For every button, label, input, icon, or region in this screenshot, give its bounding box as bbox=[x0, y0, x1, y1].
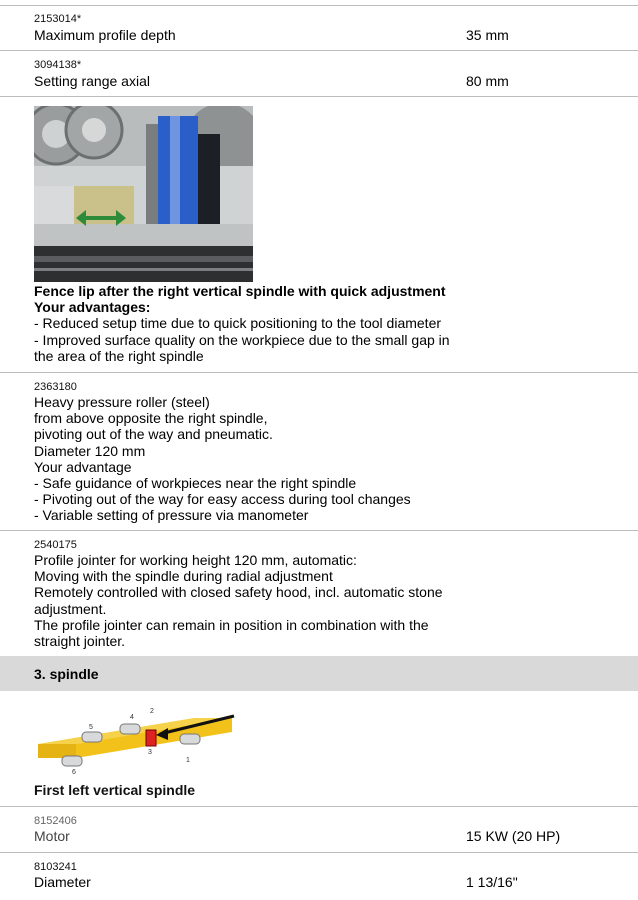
article-code: 2153014* bbox=[34, 13, 82, 25]
section-title: 3. spindle bbox=[34, 666, 99, 682]
description-line: Heavy pressure roller (steel) bbox=[34, 394, 210, 410]
fence-lip-description bbox=[34, 283, 474, 364]
divider bbox=[0, 530, 638, 531]
divider bbox=[0, 806, 638, 807]
description-line: Moving with the spindle during radial adjustment bbox=[34, 568, 333, 585]
divider bbox=[0, 50, 638, 51]
diagram-label: 1 bbox=[186, 757, 190, 764]
spindle-caption: First left vertical spindle bbox=[34, 782, 196, 798]
divider bbox=[0, 96, 638, 97]
spec-value: 80 mm bbox=[466, 73, 509, 89]
description-line: Remotely controlled with closed safety hood, incl. automatic stone bbox=[34, 584, 443, 601]
description-line: straight jointer. bbox=[34, 633, 126, 650]
description-line: The profile jointer can remain in position in combination with the bbox=[34, 616, 429, 633]
spec-name: Diameter bbox=[34, 874, 91, 890]
diagram-label: 3 bbox=[148, 749, 152, 756]
spec-value: 35 mm bbox=[466, 27, 509, 43]
article-code: 2363180 bbox=[34, 381, 77, 393]
divider bbox=[0, 372, 638, 373]
advantage-line: the area of the right spindle bbox=[34, 347, 204, 364]
fence-lip-title: Fence lip after the right vertical spindle with quick adjustment bbox=[34, 283, 446, 299]
pressure-roller-description bbox=[34, 394, 474, 524]
spindle-position-diagram bbox=[34, 704, 334, 782]
diagram-label: 2 bbox=[150, 708, 154, 715]
spindle-roller bbox=[62, 756, 82, 766]
divider bbox=[0, 852, 638, 853]
article-code: 2540175 bbox=[34, 539, 77, 551]
advantage-line: - Reduced setup time due to quick positioning to the tool diameter bbox=[34, 315, 442, 332]
spec-value: 1 13/16" bbox=[466, 874, 518, 890]
description-line: pivoting out of the way and pneumatic. bbox=[34, 426, 273, 443]
spindle-roller bbox=[180, 734, 200, 744]
article-code: 3094138* bbox=[34, 59, 82, 71]
description-line: - Pivoting out of the way for easy access during tool changes bbox=[34, 491, 411, 508]
advantage-line: - Improved surface quality on the workpiece due to the small gap in bbox=[34, 331, 450, 348]
divider bbox=[0, 5, 638, 6]
description-line: from above opposite the right spindle, bbox=[34, 410, 268, 427]
description-line: - Safe guidance of workpieces near the right spindle bbox=[34, 475, 357, 492]
diagram-label: 5 bbox=[89, 724, 93, 731]
spec-value: 15 KW (20 HP) bbox=[466, 828, 561, 844]
spindle-roller bbox=[82, 732, 102, 742]
spec-name: Motor bbox=[34, 828, 70, 844]
profile-jointer-description bbox=[34, 552, 474, 649]
description-line: adjustment. bbox=[34, 600, 107, 617]
description-line: Profile jointer for working height 120 mm, automatic: bbox=[34, 552, 357, 568]
spindle-roller bbox=[120, 724, 140, 734]
description-line: Diameter 120 mm bbox=[34, 442, 146, 459]
diagram-label: 6 bbox=[72, 769, 76, 776]
spec-name: Setting range axial bbox=[34, 73, 150, 89]
section-header bbox=[0, 656, 638, 691]
description-line: - Variable setting of pressure via manometer bbox=[34, 507, 309, 524]
article-code: 8103241 bbox=[34, 861, 77, 873]
description-line: Your advantage bbox=[34, 458, 132, 475]
article-code: 8152406 bbox=[34, 815, 77, 827]
diagram-label: 4 bbox=[130, 714, 134, 721]
advantages-heading: Your advantages: bbox=[34, 299, 151, 316]
fence-lip-photo bbox=[34, 106, 253, 282]
spec-name: Maximum profile depth bbox=[34, 27, 176, 43]
